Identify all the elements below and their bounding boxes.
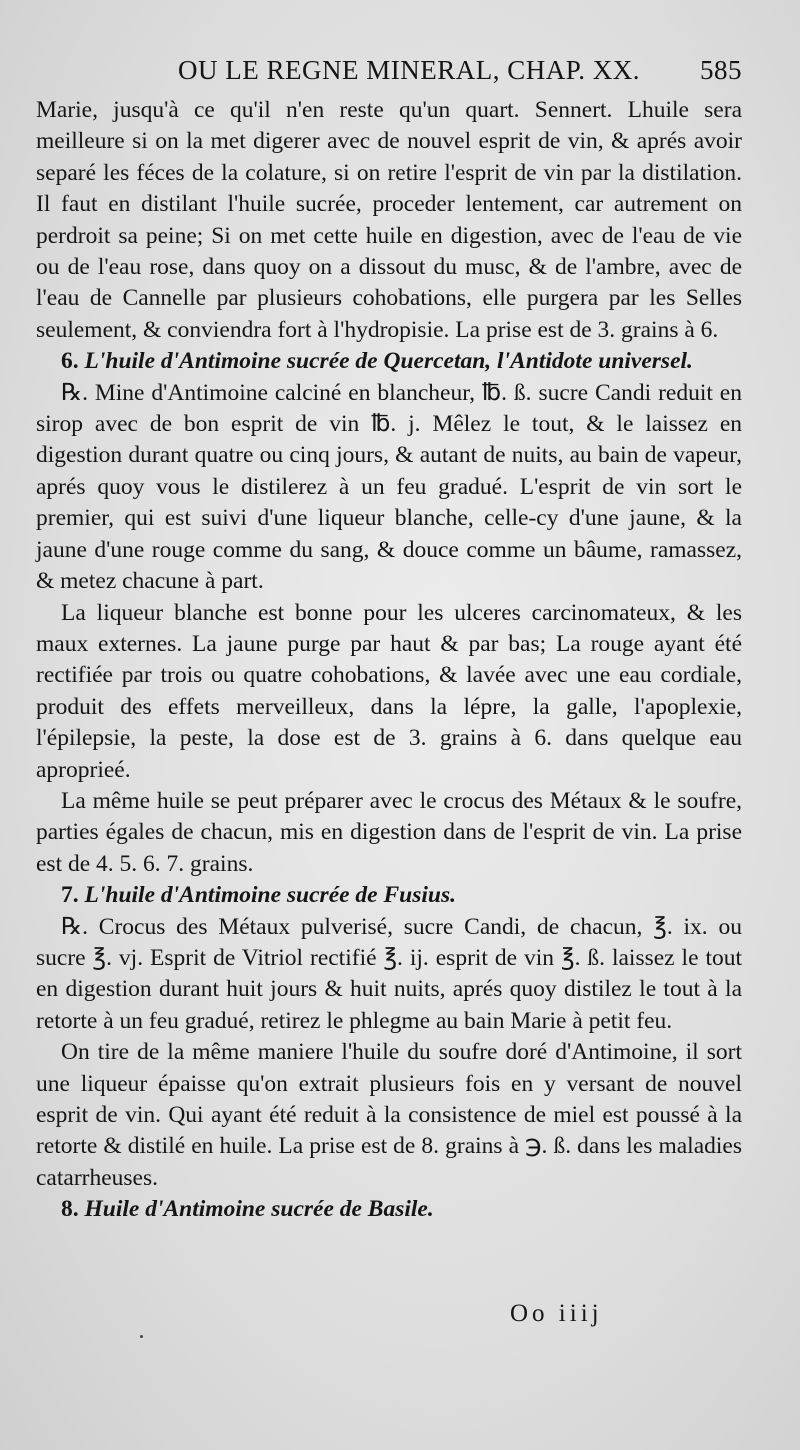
- body-text: [36, 95, 742, 1226]
- recipe-heading-7: [36, 880, 742, 911]
- paragraph: La liqueur blanche est bonne pour les ulceres carcinomateux, & les maux externes. La jaune purge par haut & par bas; La rouge ayant été rectifiée par trois ou quatre cohobations, & lavée avec une eau cordiale, produit des effets merveilleux, dans la lépre, la galle, l'apoplexie, l'épilepsie, la peste, la dose est de 3. grains à 6. dans quelque eau aproprieé.: [36, 599, 742, 783]
- ink-speck: [140, 1335, 143, 1338]
- heading-text: L'huile d'Antimoine sucrée de Fusius.: [84, 882, 456, 909]
- running-head-title: OU LE REGNE MINERAL, CHAP. XX.: [178, 55, 640, 85]
- page-number: 585: [700, 55, 742, 85]
- running-head: [36, 55, 742, 95]
- paragraph-continuation: Marie, jusqu'à ce qu'il n'en reste qu'un quart. Sennert. Lhuile sera meilleure si on la met digerer avec de nouvel esprit de vin, & aprés avoir separé les féces de la colature, si on retire l'esprit de vin par la distilation. Il faut en distilant l'huile sucrée, proceder lentement, car autrement on perdroit sa peine; Si on met cette huile en digestion, avec de l'eau de vie ou de l'eau rose, dans quoy on a dissout du musc, & de l'ambre, avec de l'eau de Cannelle par plusieurs cohobations, elle purgera par les Selles seulement, & conviendra fort à l'hydropisie. La prise est de 3. grains à 6.: [36, 97, 742, 343]
- signature-mark: Oo iiij: [510, 1300, 603, 1327]
- recipe-heading-6: [36, 346, 742, 377]
- heading-text: Huile d'Antimoine sucrée de Basile.: [84, 1196, 434, 1223]
- heading-number: 8.: [61, 1196, 79, 1223]
- heading-number: 6.: [61, 348, 79, 375]
- recipe-heading-8: [36, 1194, 742, 1225]
- recipe-paragraph: ℞. Mine d'Antimoine calciné en blancheur, ℔. ß. sucre Candi reduit en sirop avec de bon esprit de vin ℔. j. Mêlez le tout, & le laissez en digestion durant quatre ou cinq jours, & autant de nuits, au bain de vapeur, aprés quoy vous le distilerez à un feu gradué. L'esprit de vin sort le premier, qui est suivi d'une liqueur blanche, celle-cy d'une jaune, & la jaune d'une rouge comme du sang, & douce comme un bâume, ramassez, & metez chacune à part.: [36, 379, 742, 595]
- recipe-paragraph: ℞. Crocus des Métaux pulverisé, sucre Candi, de chacun, ℥. ix. ou sucre ℥. vj. Esprit de Vitriol rectifié ℥. ij. esprit de vin ℥. ß. laissez le tout en digestion durant huit jours & huit nuits, aprés quoy distilez le tout à la retorte à un feu gradué, retirez le phlegme au bain Marie à petit feu.: [36, 913, 742, 1034]
- paragraph: La même huile se peut préparer avec le crocus des Métaux & le soufre, parties égales de chacun, mis en digestion dans de l'esprit de vin. La prise est de 4. 5. 6. 7. grains.: [36, 787, 742, 877]
- paragraph: On tire de la même maniere l'huile du soufre doré d'Antimoine, il sort une liqueur épaisse qu'on extrait plusieurs fois en y versant de nouvel esprit de vin. Qui ayant été reduit à la consistence de miel est poussé à la retorte & distilé en huile. La prise est de 8. grains à ℈. ß. dans les maladies catarrheuses.: [36, 1039, 742, 1191]
- heading-text: L'huile d'Antimoine sucrée de Quercetan, l'Antidote universel.: [84, 348, 693, 375]
- heading-number: 7.: [61, 882, 79, 909]
